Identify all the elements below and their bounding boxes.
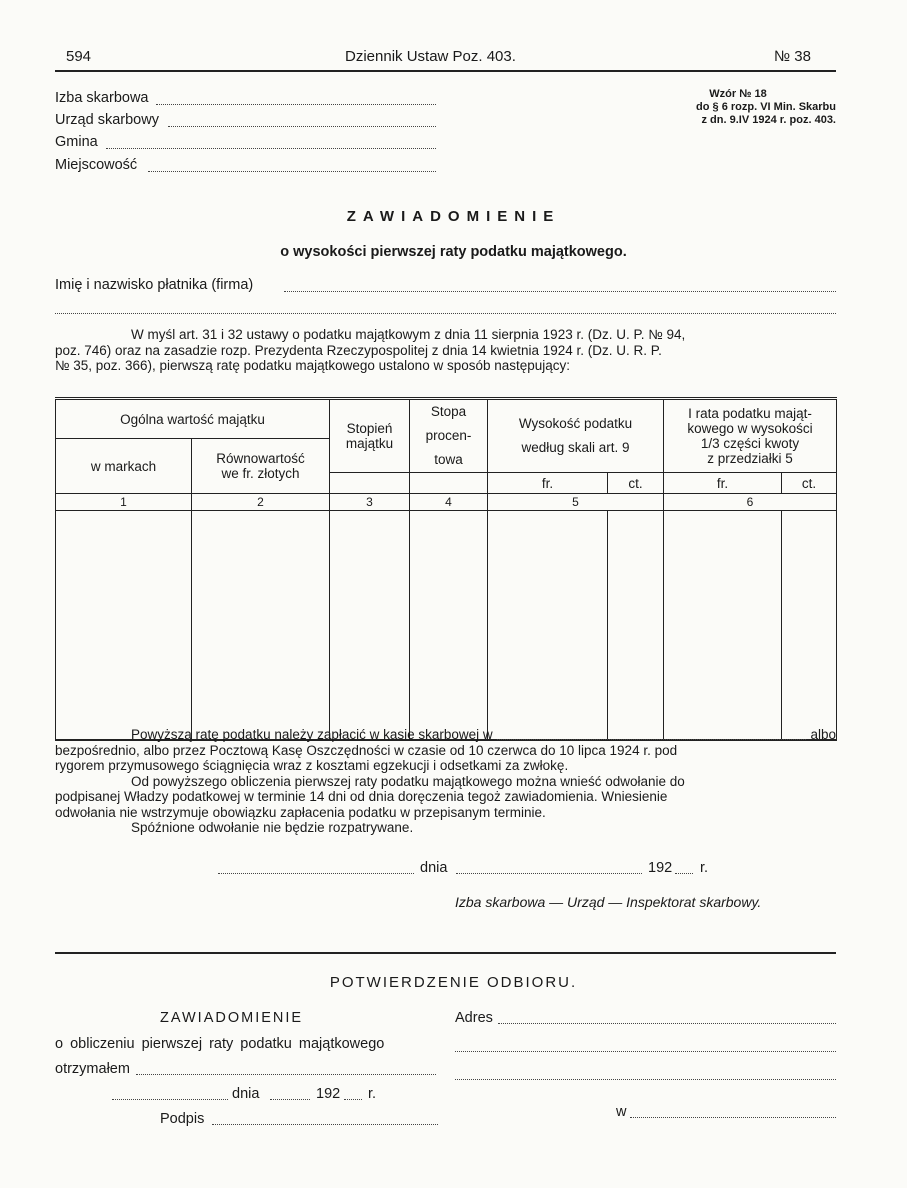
payment-line-1 [55, 727, 836, 743]
header-installment [664, 399, 837, 473]
payer-line [284, 291, 836, 292]
payment-line-4: Od powyższego obliczenia pierwszej raty podatku majątkowego można wnieść odwołanie do [131, 773, 685, 789]
header-rate-1: Stopa [430, 404, 467, 419]
header-total-value: Ogólna wartość majątku [56, 399, 330, 439]
field-urzad-line [168, 126, 436, 127]
header-inst-1: I rata podatku mająt- [688, 406, 812, 421]
intro-line-2: poz. 746) oraz na zasadzie rozp. Prezydenta Rzeczypospolitej z dnia 14 kwietnia 1924 r. (Dz. U. R. P. [55, 342, 662, 358]
header-marks: w markach [56, 439, 192, 494]
date-place-line [218, 873, 414, 874]
cell-marks [56, 511, 192, 741]
header-amount-fr: fr. [488, 473, 608, 494]
receipt-signature-line [212, 1124, 438, 1125]
header-inst-fr: fr. [664, 473, 782, 494]
payer-label: Imię i nazwisko płatnika (firma) [55, 277, 254, 293]
receipt-line-2: otrzymałem [55, 1061, 130, 1077]
model-line-1: Wzór № 18 [709, 88, 767, 100]
date-year-line [675, 873, 693, 874]
receipt-address-label: Adres [455, 1010, 493, 1026]
journal-title: Dziennik Ustaw Poz. 403. [345, 48, 516, 65]
model-line-2: do § 6 rozp. VI Min. Skarbu [696, 101, 836, 113]
receipt-line-1: o obliczeniu pierwszej raty podatku majątkowego [55, 1036, 385, 1052]
field-urzad-label: Urząd skarbowy [55, 112, 159, 128]
col-number-3: 3 [330, 494, 410, 511]
header-rate [410, 399, 488, 473]
date-r: r. [700, 860, 709, 876]
payment-line-7: Spóźnione odwołanie nie będzie rozpatrywane. [131, 820, 414, 835]
intro-paragraph [55, 327, 836, 374]
header-degree-1: Stopień [346, 421, 393, 436]
intro-line-1: W myśl art. 31 i 32 ustawy o podatku majątkowym z dnia 11 sierpnia 1923 r. (Dz. U. P. № 94, [131, 327, 686, 342]
field-miejscowosc-line [148, 171, 436, 172]
receipt-address-line-2 [455, 1051, 836, 1052]
payment-paragraph [55, 727, 836, 836]
model-reference [600, 88, 836, 127]
payment-albo: albo [810, 727, 836, 742]
col-number-2: 2 [192, 494, 330, 511]
payment-line-5: podpisanej Władzy podatkowej w terminie 14 dni od dnia doręczenia tegoż zawiadomienia. Wniesienie [55, 789, 668, 804]
receipt-w-line [630, 1117, 836, 1118]
receipt-title: POTWIERDZENIE ODBIORU. [329, 974, 578, 991]
cell-amount-fr [488, 511, 608, 741]
receipt-w-label: w [616, 1104, 627, 1120]
col-number-6: 6 [664, 494, 837, 511]
header-amount-ct: ct. [608, 473, 664, 494]
receipt-day-line [270, 1099, 310, 1100]
cell-amount-ct [608, 511, 664, 741]
field-miejscowosc-label: Miejscowość [55, 157, 138, 173]
field-gmina-label: Gmina [55, 134, 98, 150]
header-inst-3: 1/3 części kwoty [700, 436, 800, 451]
receipt-notice: ZAWIADOMIENIE [160, 1010, 304, 1026]
cell-inst-fr [664, 511, 782, 741]
header-equivalent [192, 439, 330, 494]
col-number-4: 4 [410, 494, 488, 511]
header-rule [55, 70, 836, 72]
payer-line-2 [55, 313, 836, 314]
header-inst-ct: ct. [782, 473, 837, 494]
cell-equivalent [192, 511, 330, 741]
receipt-year: 192 [316, 1086, 341, 1102]
issue-number: № 38 [774, 48, 811, 65]
header-rate-2: procen- [425, 428, 472, 443]
receipt-signature-label: Podpis [160, 1111, 205, 1127]
payment-line-3: rygorem przymusowego ściągnięcia wraz z kosztami egzekucji i odsetkami za zwłokę. [55, 758, 569, 773]
receipt-received-line [136, 1074, 436, 1075]
header-degree [330, 399, 410, 473]
document-title: ZAWIADOMIENIE [346, 208, 561, 225]
receipt-year-line [344, 1099, 362, 1100]
header-inst-2: kowego w wysokości [687, 421, 813, 436]
header-degree-blank [330, 473, 410, 494]
receipt-r: r. [368, 1086, 377, 1102]
field-gmina-line [106, 148, 436, 149]
header-amount-1: Wysokość podatku [518, 416, 633, 431]
payment-line-1-text: Powyższą ratę podatku należy zapłacić w kasie skarbowej w [131, 727, 493, 742]
date-year: 192 [648, 860, 673, 876]
header-inst-4: z przedziałki 5 [707, 451, 793, 466]
header-rate-blank [410, 473, 488, 494]
header-equiv-2: we fr. złotych [221, 466, 300, 481]
col-number-5: 5 [488, 494, 664, 511]
receipt-place-line [112, 1099, 228, 1100]
section-separator [55, 952, 836, 954]
intro-line-3: № 35, poz. 366), pierwszą ratę podatku majątkowego ustalono w sposób następujący: [55, 358, 571, 373]
header-amount-2: według skali art. 9 [521, 440, 630, 455]
header-degree-2: majątku [345, 436, 394, 451]
field-izba-line [156, 104, 436, 105]
field-izba-label: Izba skarbowa [55, 90, 149, 106]
model-line-3: z dn. 9.IV 1924 r. poz. 403. [701, 114, 836, 126]
cell-degree [330, 511, 410, 741]
authority-signature: Izba skarbowa — Urząd — Inspektorat skarbowy. [455, 894, 762, 910]
tax-table [55, 397, 837, 741]
col-number-1: 1 [56, 494, 192, 511]
receipt-address-line-1 [498, 1023, 836, 1024]
payment-line-2: bezpośrednio, albo przez Pocztową Kasę Oszczędności w czasie od 10 czerwca do 10 lipca 1924 r. pod [55, 742, 678, 758]
date-dnia: dnia [420, 860, 448, 876]
receipt-address-line-3 [455, 1079, 836, 1080]
document-subtitle: o wysokości pierwszej raty podatku majątkowego. [280, 244, 627, 260]
header-equiv-1: Równowartość [216, 451, 305, 466]
payment-line-6: odwołania nie wstrzymuje obowiązku zapłacenia podatku w przepisanym terminie. [55, 804, 546, 820]
header-amount [488, 399, 664, 473]
cell-rate [410, 511, 488, 741]
header-rate-3: towa [434, 452, 463, 467]
page-number: 594 [66, 48, 92, 65]
date-day-line [456, 873, 642, 874]
receipt-dnia: dnia [232, 1086, 260, 1102]
cell-inst-ct [782, 511, 837, 741]
payment-cash-office-line [497, 739, 807, 740]
